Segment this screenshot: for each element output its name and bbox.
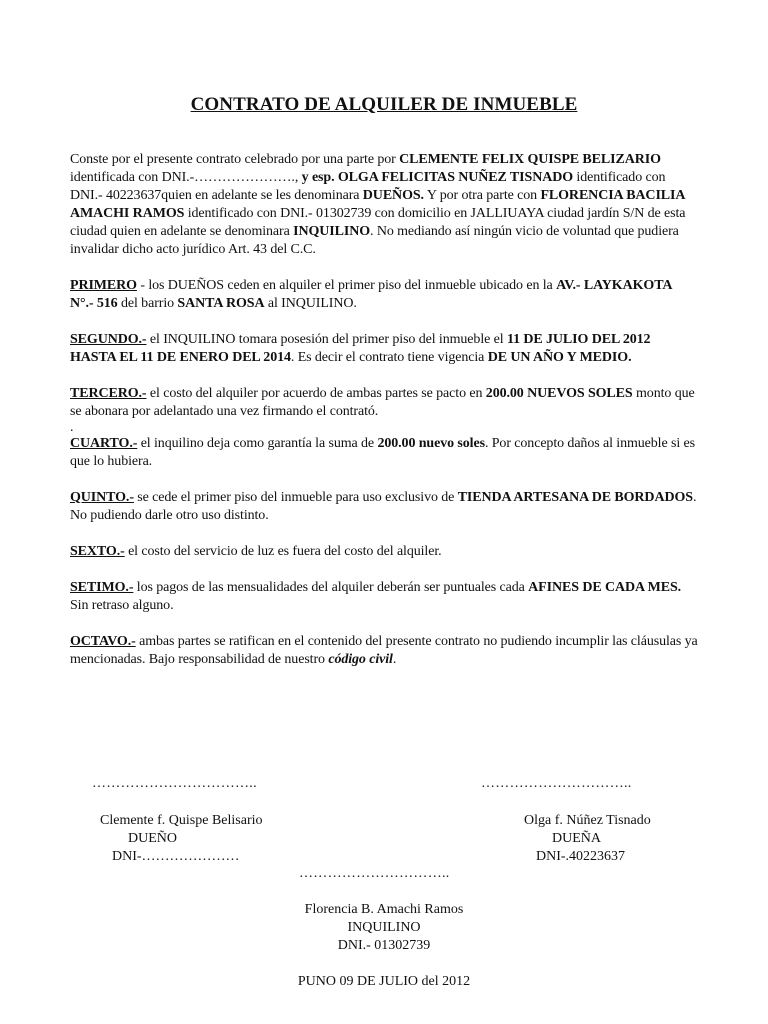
- clause-sexto: [70, 543, 698, 561]
- property-address: AV.- LAYKAKOTA N°.- 516: [70, 278, 672, 311]
- signature-line-owner1: ……………………………..: [92, 776, 257, 791]
- clause-text: . Es decir el contrato tiene vigencia: [290, 350, 488, 365]
- stray-dot: .: [70, 420, 74, 435]
- clause-text: .: [392, 652, 397, 667]
- intro-text: identificada con DNI.-………………….,: [70, 170, 302, 185]
- tenant-dni: DNI.- 01302739: [337, 938, 431, 953]
- tenant-label: INQUILINO: [293, 224, 371, 239]
- signature-owner2: [524, 812, 651, 866]
- lease-duration: DE UN AÑO Y MEDIO.: [487, 350, 632, 365]
- owner1-dni: DNI-…………………: [112, 849, 240, 864]
- signature-line-owner2: …………………………..: [481, 776, 632, 791]
- clause-text: - los DUEÑOS ceden en alquiler el primer piso del inmueble ubicado en la: [136, 278, 557, 293]
- clause-quinto: [70, 489, 698, 525]
- intro-text: Conste por el presente contrato celebrado por una parte por: [70, 152, 400, 167]
- rent-amount: 200.00 NUEVOS SOLES: [485, 386, 633, 401]
- clause-text: el costo del alquiler por acuerdo de ambas partes se pacto en: [146, 386, 486, 401]
- document-title: CONTRATO DE ALQUILER DE INMUEBLE: [190, 94, 578, 115]
- place-date: PUNO 09 DE JULIO del 2012: [297, 974, 471, 989]
- owners-label: DUEÑOS.: [362, 188, 424, 203]
- clause-primero: [70, 277, 698, 313]
- clause-label: SETIMO.-: [70, 580, 134, 595]
- clause-segundo: [70, 331, 698, 367]
- clause-octavo: [70, 633, 698, 669]
- clause-text: los pagos de las mensualidades del alquiler deberán ser puntuales cada: [133, 580, 529, 595]
- clause-label: SEXTO.-: [70, 544, 125, 559]
- tenant-role: INQUILINO: [347, 920, 421, 935]
- clause-text: del barrio: [117, 296, 178, 311]
- clause-label: OCTAVO.-: [70, 634, 136, 649]
- barrio-name: SANTA ROSA: [177, 296, 265, 311]
- tenant-name: FLORENCIA BACILIA AMACHI RAMOS: [70, 188, 685, 221]
- tenant-signature-name: Florencia B. Amachi Ramos: [304, 902, 464, 917]
- clause-setimo: [70, 579, 698, 615]
- intro-text: . No mediando así ningún vicio de voluntad que pudiera invalidar dicho acto jurídico Art. 43 del C.C.: [70, 224, 679, 257]
- owner2-name: y esp. OLGA FELICITAS NUÑEZ TISNADO: [301, 170, 574, 185]
- clause-label: PRIMERO: [70, 278, 137, 293]
- property-use: TIENDA ARTESANA DE BORDADOS: [457, 490, 693, 505]
- lease-dates: 11 DE JULIO DEL 2012 HASTA EL 11 DE ENERO DEL 2014: [70, 332, 651, 365]
- clause-text: ambas partes se ratifican en el contenido del presente contrato no pudiendo incumplir las cláusulas ya mencionadas. Bajo responsabilidad de nuestro: [70, 634, 698, 667]
- clause-text: monto que se abonara por adelantado una vez firmando el contrató.: [70, 386, 695, 419]
- clause-cuarto: [70, 435, 698, 471]
- deposit-amount: 200.00 nuevo soles: [377, 436, 485, 451]
- intro-paragraph: [70, 151, 698, 259]
- clause-label: CUARTO.-: [70, 436, 138, 451]
- owner1-role: DUEÑO: [128, 831, 177, 846]
- clause-label: SEGUNDO.-: [70, 332, 147, 347]
- clause-text: . Por concepto daños al inmueble si es que lo hubiera.: [70, 436, 695, 469]
- clause-text: Sin retraso alguno.: [70, 598, 174, 613]
- owner2-role: DUEÑA: [552, 831, 601, 846]
- owner2-dni: DNI-.40223637: [536, 849, 626, 864]
- civil-code: código civil: [328, 652, 393, 667]
- clause-label: TERCERO.-: [70, 386, 147, 401]
- payment-time: AFINES DE CADA MES.: [528, 580, 682, 595]
- clause-text: el INQUILINO tomara posesión del primer piso del inmueble el: [146, 332, 507, 347]
- owner1-signature-name: Clemente f. Quispe Belisario: [100, 813, 263, 828]
- owner2-signature-name: Olga f. Núñez Tisnado: [524, 813, 651, 828]
- clause-text: al INQUILINO.: [264, 296, 357, 311]
- intro-text: identificado con DNI.- 01302739 con domicilio en JALLIUAYA ciudad jardín S/N de esta ciudad quien en adelante se denominara: [70, 206, 686, 239]
- clause-label: QUINTO.-: [70, 490, 134, 505]
- clause-text: el costo del servicio de luz es fuera del costo del alquiler.: [124, 544, 442, 559]
- intro-text: identificado con DNI.- 40223637quien en adelante se les denominara: [70, 170, 666, 203]
- clause-text: se cede el primer piso del inmueble para uso exclusivo de: [133, 490, 458, 505]
- clause-text: . No pudiendo darle otro uso distinto.: [70, 490, 697, 523]
- owner1-name: CLEMENTE FELIX QUISPE BELIZARIO: [399, 152, 661, 167]
- signature-tenant: [234, 901, 534, 955]
- contract-body: [70, 151, 698, 687]
- signature-owner1: [100, 812, 263, 866]
- clause-text: el inquilino deja como garantía la suma de: [137, 436, 378, 451]
- intro-text: Y por otra parte con: [423, 188, 541, 203]
- signature-line-tenant: …………………………..: [299, 866, 450, 881]
- clause-tercero: [70, 385, 698, 421]
